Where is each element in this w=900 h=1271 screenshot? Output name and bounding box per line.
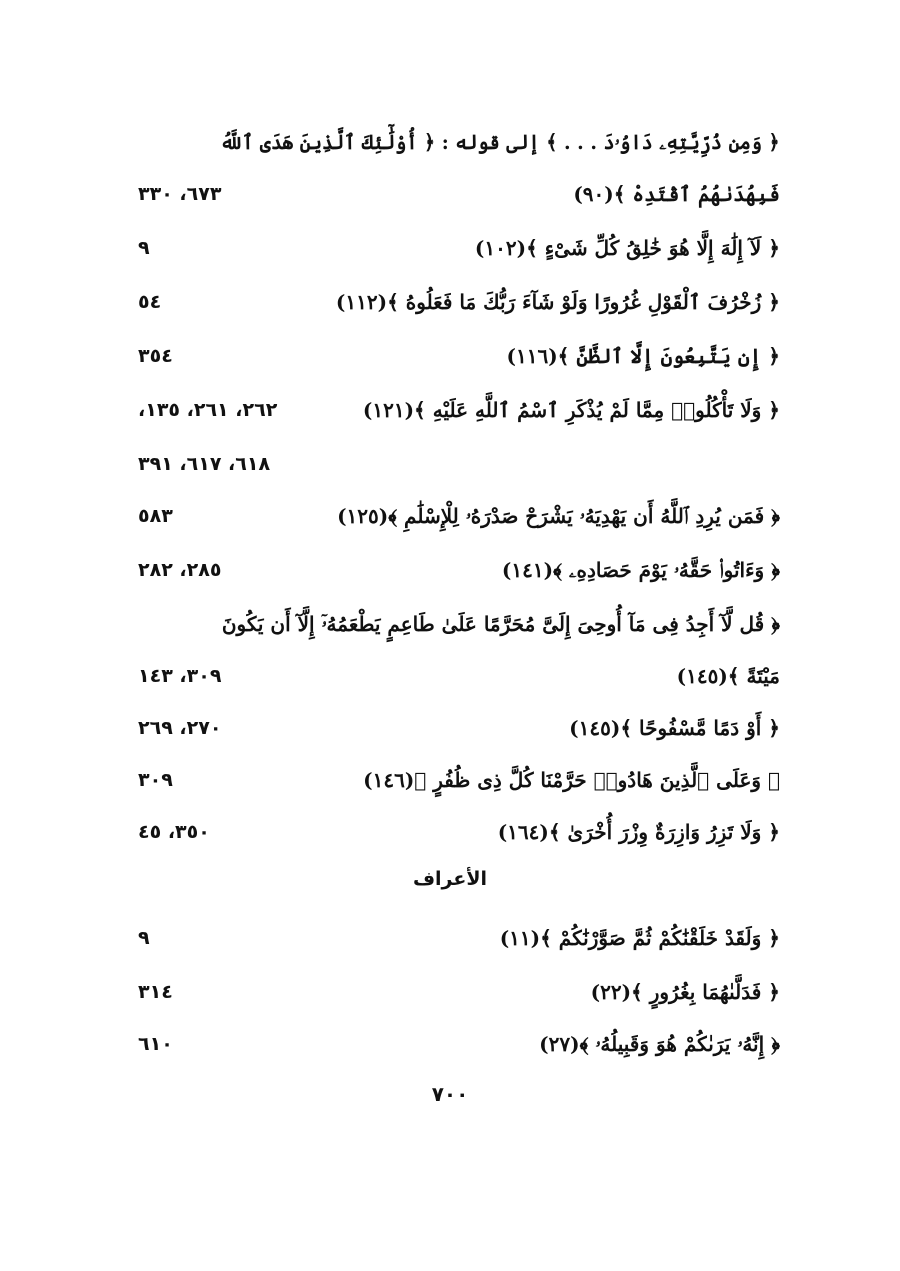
verse-text: ﴿ إِنَّهُۥ يَرَىٰكُمْ هُوَ وَقَبِيلُهُۥ ﴾(٢٧) bbox=[539, 1032, 780, 1056]
page-refs: ٢٦٢، ٢٦١، ١٣٥، bbox=[138, 399, 278, 421]
page-refs: ٣٥٠، ٤٥ bbox=[138, 821, 210, 843]
index-entry bbox=[120, 656, 780, 700]
index-entry bbox=[120, 550, 780, 594]
verse-text: ﴿ وَلَقَدْ خَلَقْنَٰكُمْ ثُمَّ صَوَّرْنَٰكُمْ ﴾(١١) bbox=[499, 926, 780, 950]
page-refs: ٩ bbox=[138, 927, 150, 949]
page-refs: ٦٧٣، ٣٣٠ bbox=[138, 183, 222, 205]
verse-text: ﴿ فَدَلَّىٰهُمَا بِغُرُورٍ ﴾(٢٢) bbox=[590, 980, 780, 1004]
verse-text: ﴿ وَلَا تَزِرُ وَازِرَةٌ وِزْرَ أُخْرَىٰ ﴾(١٦٤) bbox=[497, 820, 780, 844]
verse-text: ﴿ وَءَاتُوا۟ حَقَّهُۥ يَوْمَ حَصَادِهِۦ ﴾(١٤١) bbox=[501, 558, 780, 582]
page-refs: ٥٤ bbox=[138, 291, 162, 313]
surah-heading: الأعراف bbox=[412, 868, 488, 890]
index-entry bbox=[120, 760, 780, 804]
verse-text: ﴿ وَعَلَى ٱلَّذِينَ هَادُوا۟ حَرَّمْنَا كُلَّ ذِى ظُفُرٍ ﴾(١٤٦) bbox=[363, 768, 780, 792]
page-refs: ٣٥٤ bbox=[138, 345, 173, 367]
page-refs: ٣١٤ bbox=[138, 981, 173, 1003]
index-entry bbox=[120, 918, 780, 962]
index-entry bbox=[120, 972, 780, 1016]
verse-text: ﴿ أَوْ دَمًا مَّسْفُوحًا ﴾(١٤٥) bbox=[569, 716, 780, 740]
page-refs: ٣٠٩ bbox=[138, 769, 173, 791]
page-refs: ٩ bbox=[138, 237, 150, 259]
index-entry bbox=[120, 122, 780, 166]
verse-text: فَبِهُدَىٰهُمُ ٱقْتَدِهْ ﴾(٩٠) bbox=[573, 182, 780, 206]
index-entry bbox=[120, 496, 780, 540]
page-refs: ٦١٨، ٦١٧، ٣٩١ bbox=[138, 453, 271, 475]
verse-text: ﴿ زُخْرُفَ ٱلْقَوْلِ غُرُورًا وَلَوْ شَآءَ رَبُّكَ مَا فَعَلُوهُ ﴾(١١٢) bbox=[335, 290, 780, 314]
index-entry bbox=[120, 708, 780, 752]
index-entry bbox=[120, 444, 780, 488]
index-entry bbox=[120, 336, 780, 380]
page-number: ٧٠٠ bbox=[431, 1082, 469, 1106]
index-entry bbox=[120, 282, 780, 326]
verse-text: مَيْتَةً ﴾(١٤٥) bbox=[676, 664, 780, 688]
verse-text: ﴿ فَمَن يُرِدِ ٱللَّهُ أَن يَهْدِيَهُۥ يَشْرَحْ صَدْرَهُۥ لِلْإِسْلَٰمِ ﴾(١٢٥) bbox=[337, 504, 780, 528]
verse-text: ﴿ لَآ إِلَٰهَ إِلَّا هُوَ خَٰلِقُ كُلِّ شَىْءٍ ﴾(١٠٢) bbox=[474, 236, 780, 260]
page-refs: ٢٧٠، ٢٦٩ bbox=[138, 717, 222, 739]
index-entry bbox=[120, 812, 780, 856]
verse-text: ﴿ إِن يَتَّبِعُونَ إِلَّا ٱلظَّنَّ ﴾(١١٦) bbox=[506, 344, 780, 368]
index-entry bbox=[120, 1024, 780, 1068]
page-refs: ٥٨٣ bbox=[138, 505, 173, 527]
index-entry bbox=[120, 390, 780, 434]
verse-text: ﴿ وَلَا تَأْكُلُوا۟ مِمَّا لَمْ يُذْكَرِ ٱسْمُ ٱللَّهِ عَلَيْهِ ﴾(١٢١) bbox=[362, 398, 780, 422]
page-refs: ٦١٠ bbox=[138, 1033, 173, 1055]
verse-text: ﴿ قُل لَّآ أَجِدُ فِى مَآ أُوحِىَ إِلَىَّ مُحَرَّمًا عَلَىٰ طَاعِمٍ يَطْعَمُهُۥٓ إِلَّآ أَن يَكُونَ bbox=[221, 612, 780, 636]
index-entry bbox=[120, 604, 780, 648]
index-entry bbox=[120, 174, 780, 218]
index-entry bbox=[120, 228, 780, 272]
page-refs: ٣٠٩، ١٤٣ bbox=[138, 665, 222, 687]
verse-text: ﴿ وَمِن ذُرِّيَّتِهِۦ دَاوُۥدَ . . . ﴾ إلى قوله : ﴿ أُوْلَٰٓئِكَ ٱلَّذِينَ هَدَى ٱللَّهُ bbox=[220, 130, 780, 154]
page-refs: ٢٨٥، ٢٨٢ bbox=[138, 559, 222, 581]
